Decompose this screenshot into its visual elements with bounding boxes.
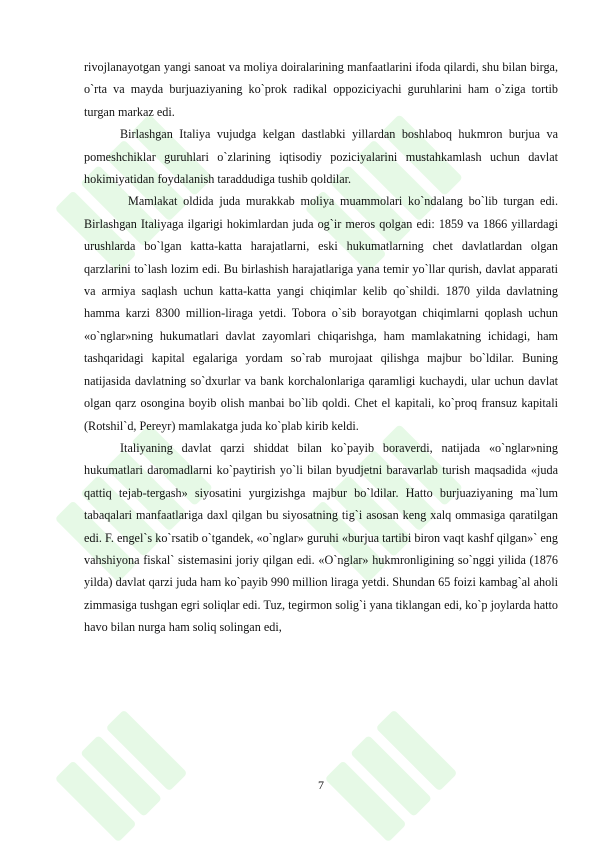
paragraph-3: Mamlakat oldida juda murakkab moliya muammolari ko`ndalang bo`lib turgan edi. Birlashgan Italiyaga ilgarigi hokimlardan juda og`ir meros qolgan edi: 1859 va 1866 yillardagi urushlarda bo`lgan katta-katta harajatlarni, eski hukumatlarning chet davlatlardan olgan qarzlarini to`lash lozim edi. Bu birlashish harajatlariga yana temir yo`llar qurish, davlat apparati va armiya saqlash uchun katta-katta yangi chiqimlar kelib qo`shildi. 1870 yilda davlatning hamma karzi 8300 million-liraga yetdi. Tobora o`sib borayotgan chiqimlarni qoplash uchun «o`nglar»ning hukumatlari davlat zayomlari chiqarishga, ham mamlakatning ichidagi, ham tashqaridagi kapital egalariga yordam so`rab murojaat qilishga majbur bo`ldilar. Buning natijasida davlatning so`dxurlar va bank korchalonlariga qaramligi kuchaydi, ular uchun davlat olgan qarz osongina boyib olish manbai bo`lib qoldi. Chet el kapitali, ko`proq fransuz kapitali (Rotshil`d, Pereyr) mamlakatga juda ko`plab kirib keldi. bbox=[84, 194, 558, 433]
page-number: 7 bbox=[318, 778, 324, 792]
paragraph-4: Italiyaning davlat qarzi shiddat bilan ko`payib boraverdi, natijada «o`nglar»ning hukumatlari daromadlarni ko`paytirish yo`li bilan byudjetni baravarlab turish maqsadida «juda qattiq tejab-tergash» siyosatini yurgizishga majbur bo`ldilar. Hatto burjuaziyaning ma`lum tabaqalari manfaatlariga daxl qilgan bu siyosatning tig`i asosan keng xalq ommasiga qaratilgan edi. F. engel`s ko`rsatib o`tgandek, «o`nglar» guruhi «burjua tartibi biron vaqt kashf qilgan»` eng vahshiyona fiskal` sistemasini joriy qilgan edi. «O`nglar» hukmronligining so`nggi yilida (1876 yilda) davlat qarzi juda ham ko`payib 990 million liraga yetdi. Shundan 65 foizi kambag`al aholi zimmasiga tushgan egri soliqlar edi. Tuz, tegirmon solig`i yana tiklangan edi, ko`p joylarda hatto havo bilan nurga ham soliq solingan edi, bbox=[84, 440, 558, 635]
paragraph-2: Birlashgan Italiya vujudga kelgan dastlabki yillardan boshlaboq hukmron burjua va pomeshchiklar guruhlari o`zlarining iqtisodiy poziciyalarini mustahkamlash uchun davlat hokimiyatidan foydalanish taraddudiga tushib qoldilar. bbox=[84, 127, 558, 187]
document-page bbox=[84, 56, 558, 639]
paragraph-1: rivojlanayotgan yangi sanoat va moliya doiralarining manfaatlarini ifoda qilardi, shu bilan birga, o`rta va mayda burjuaziyaning ko`prok radikal oppoziciyachi guruhlarini ham o`ziga tortib turgan markaz edi. bbox=[84, 60, 558, 119]
